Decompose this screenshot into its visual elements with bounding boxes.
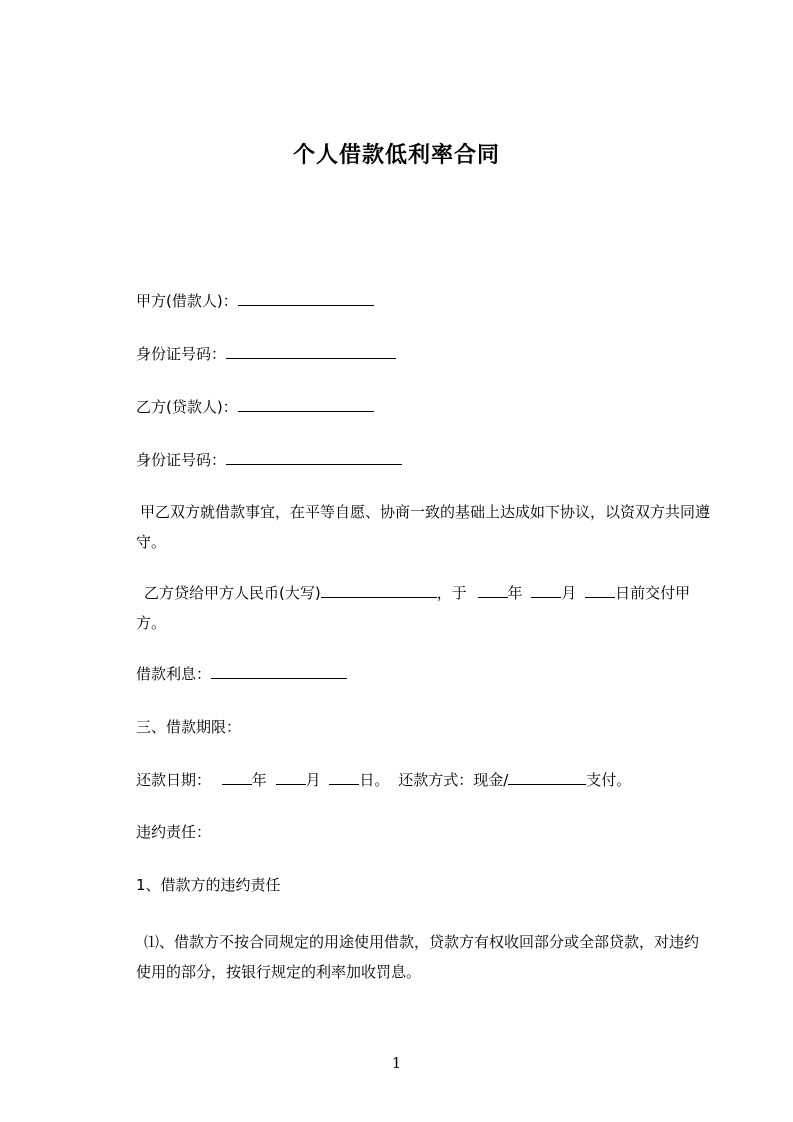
party-a-label: 甲方(借款人)： xyxy=(136,292,238,310)
loan-amount-blank[interactable] xyxy=(321,583,437,598)
party-b-id-label: 身份证号码： xyxy=(136,451,227,469)
breach-subheading-1: 1、借款方的违约责任 xyxy=(136,876,281,894)
page-number: 1 xyxy=(391,1054,402,1072)
interest-label: 借款利息： xyxy=(136,665,212,683)
loan-month-blank[interactable] xyxy=(531,583,561,598)
document-title: 个人借款低利率合同 xyxy=(292,143,500,168)
repay-year-label: 年 xyxy=(251,771,267,789)
repay-date-label: 还款日期： xyxy=(136,771,212,789)
section-3-heading: 三、借款期限： xyxy=(136,718,242,736)
loan-year-blank[interactable] xyxy=(478,583,508,598)
interest-line xyxy=(136,661,347,687)
party-b-blank[interactable] xyxy=(238,397,374,412)
loan-text-3: 日前交付甲方。 xyxy=(136,584,691,632)
party-b-id-line xyxy=(136,447,402,473)
party-a-id-label: 身份证号码： xyxy=(136,345,227,363)
party-a-blank[interactable] xyxy=(238,291,374,306)
loan-month-label: 月 xyxy=(561,584,577,602)
repay-month-blank[interactable] xyxy=(276,770,306,785)
repay-month-label: 月 xyxy=(305,771,321,789)
party-b-line xyxy=(136,394,374,420)
loan-text-2: ，于 xyxy=(436,584,467,602)
breach-heading: 违约责任： xyxy=(136,823,212,841)
intro-paragraph: 甲乙双方就借款事宜，在平等自愿、协商一致的基础上达成如下协议，以资双方共同遵守。 xyxy=(136,503,711,551)
breach-item-1: ⑴、借款方不按合同规定的用途使用借款，贷款方有权收回部分或全部贷款，对违约使用的部分，按银行规定的利率加收罚息。 xyxy=(136,933,700,981)
loan-paragraph xyxy=(136,578,710,638)
party-b-label: 乙方(贷款人)： xyxy=(136,398,238,416)
loan-text-1: 乙方贷给甲方人民币(大写) xyxy=(144,584,321,602)
party-a-id-blank[interactable] xyxy=(226,344,396,359)
repay-method-blank[interactable] xyxy=(508,770,586,785)
repay-line xyxy=(136,767,631,793)
loan-day-blank[interactable] xyxy=(585,583,615,598)
repay-method-suffix: 支付。 xyxy=(586,771,632,789)
party-b-id-blank[interactable] xyxy=(226,450,402,465)
repay-method-label: 还款方式：现金/ xyxy=(398,771,509,789)
interest-blank[interactable] xyxy=(211,664,347,679)
repay-day-blank[interactable] xyxy=(329,770,359,785)
repay-year-blank[interactable] xyxy=(222,770,252,785)
party-a-id-line xyxy=(136,341,396,367)
party-a-line xyxy=(136,288,374,314)
repay-day-label: 日。 xyxy=(359,771,390,789)
loan-year-label: 年 xyxy=(507,584,523,602)
